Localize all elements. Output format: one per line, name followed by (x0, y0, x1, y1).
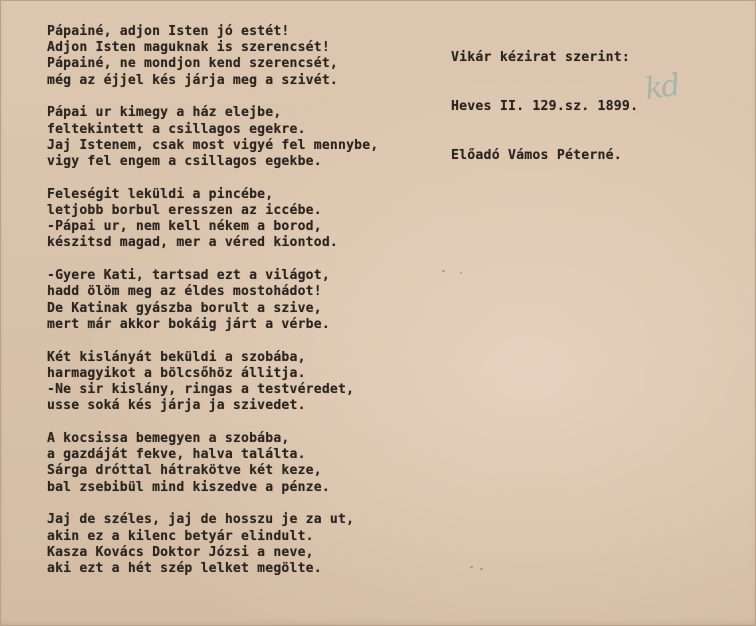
poem-line: akin ez a kilenc betyár elindult. (47, 528, 314, 544)
poem-line: még az éjjel kés járja meg a szivét. (47, 72, 338, 88)
poem-line: aki ezt a hét szép lelket megölte. (47, 561, 322, 577)
poem-line: Jaj Istenem, csak most vigyé fel mennybe, (47, 137, 379, 153)
poem-line: feltekintett a csillagos egekre. (47, 121, 306, 137)
poem-line: Sárga dróttal hátrakötve két keze, (47, 463, 322, 479)
poem-line: Pápai ur kimegy a ház elejbe, (47, 105, 282, 121)
paper-speck (470, 566, 473, 568)
poem-line: -Ne sir kislány, ringas a testvéredet, (47, 382, 355, 398)
poem-line: letjobb borbul eresszen az iccébe. (47, 203, 322, 219)
stanza-5 (47, 350, 467, 415)
stanza-2 (47, 105, 467, 170)
source-note (451, 18, 638, 196)
poem-line: a gazdáját fekve, halva találta. (47, 447, 306, 463)
poem-line: Adjon Isten maguknak is szerencsét! (47, 40, 330, 56)
source-line: Heves II. 129.sz. 1899. (451, 99, 639, 115)
poem-line: bal zsebibül mind kiszedve a pénze. (47, 479, 330, 495)
poem-line: vigy fel engem a csillagos egekbe. (47, 154, 322, 170)
poem-line: usse soká kés járja ja szivedet. (47, 398, 306, 414)
poem-text (47, 24, 467, 594)
poem-line: Pápainé, adjon Isten jó estét! (47, 24, 290, 39)
paper-speck (460, 272, 462, 274)
stanza-4 (47, 268, 467, 333)
stanza-6 (47, 431, 467, 496)
poem-line: A kocsissa bemegyen a szobába, (47, 431, 290, 447)
poem-line: -Gyere Kati, tartsad ezt a világot, (47, 268, 330, 284)
poem-line: mert már akkor bokáig járt a vérbe. (47, 316, 330, 332)
poem-line: harmagyikot a bölcsőhöz állitja. (47, 365, 306, 381)
source-line: Vikár kézirat szerint: (451, 50, 631, 66)
poem-line: hadd ölöm meg az éldes mostohádot! (47, 284, 322, 300)
paper-speck (480, 568, 483, 570)
handwritten-initials: kd (642, 67, 681, 108)
poem-line: Jaj de széles, jaj de hosszu je za ut, (47, 512, 355, 528)
stanza-3 (47, 187, 467, 252)
stanza-1 (47, 24, 467, 89)
source-line: Előadó Vámos Péterné. (451, 147, 622, 163)
poem-line: Feleségit leküldi a pincébe, (47, 186, 274, 202)
paper-speck (442, 270, 445, 272)
poem-line: készitsd magad, mer a véred kiontod. (47, 235, 338, 251)
poem-line: De Katinak gyászba borult a szive, (47, 300, 322, 316)
poem-line: -Pápai ur, nem kell nékem a borod, (47, 219, 322, 235)
poem-line: Két kislányát beküldi a szobába, (47, 349, 306, 365)
poem-line: Kasza Kovács Doktor Józsi a neve, (47, 544, 314, 560)
stanza-7 (47, 512, 467, 577)
poem-line: Pápainé, ne mondjon kend szerencsét, (47, 56, 338, 72)
